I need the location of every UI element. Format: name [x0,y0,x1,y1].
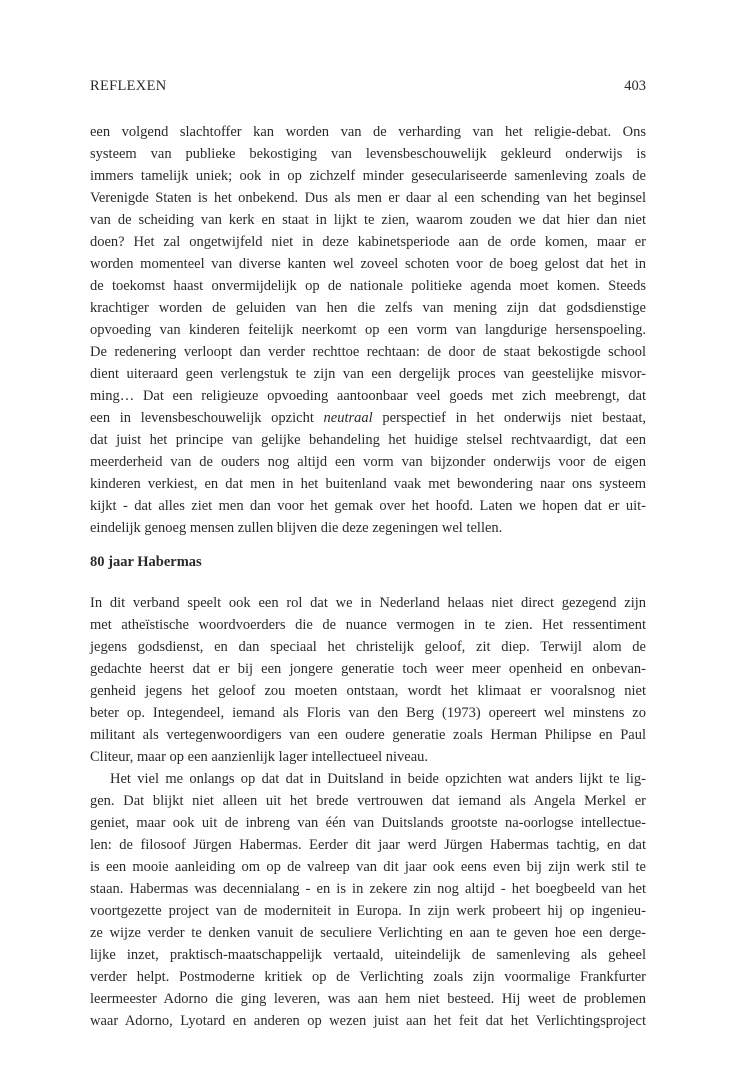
text-line: genheid jegens het geloof zou moeten ontstaan, wordt het klimaat er vooralsnog niet [90,683,646,699]
text-line: krachtiger worden de geluiden van hen die zelfs van mening zijn dat godsdienstige [90,300,646,316]
running-head: REFLEXEN [90,78,167,94]
text-line: In dit verband speelt ook een rol dat we in Nederland helaas niet direct gezegend zijn [90,595,646,611]
page-header [90,78,646,98]
text-line: dient uiteraard geen verlengstuk te zijn van een dergelijk proces van geestelijke misvor- [90,366,646,382]
text-line: met atheïstische woordvoerders die de nuance vermogen in te zien. Het ressentiment [90,617,646,633]
text-line: len: de filosoof Jürgen Habermas. Eerder dit jaar werd Jürgen Habermas tachtig, en dat [90,837,646,853]
text-line: ze wijze verder te denken vanuit de seculiere Verlichting en aan te geven hoe een derge- [90,925,646,941]
text-line: Cliteur, maar op een aanzienlijk lager intellectueel niveau. [90,749,429,765]
paragraph-religion-debate [90,121,646,539]
text-line: gen. Dat blijkt niet alleen uit het brede vertrouwen dat iemand als Angela Merkel er [90,793,646,809]
text-line: De redenering verloopt dan verder rechttoe rechtaan: de door de staat bekostigde school [90,344,646,360]
text-line: immers tamelijk uniek; ook in op zichzelf minder geseculariseerde samenleving zoals de [90,168,646,184]
text-line: opvoeding van kinderen feitelijk neerkomt op een vorm van langdurige hersenspoeling. [90,322,646,338]
text-line: verder helpt. Postmoderne kritiek op de Verlichting zoals zijn voormalige Frankfurter [90,969,646,985]
page-number: 403 [624,78,646,94]
text-line: van de scheiding van kerk en staat in lijkt te zien, waarom zouden we dat hier dan niet [90,212,646,228]
text-segment: een in levensbeschouwelijk opzicht [90,410,324,426]
text-line-with-emphasis [90,407,646,429]
text-line: kijkt - dat alles ziet men dan voor het gemak over het hoofd. Laten we hopen dat er uit- [90,498,646,514]
text-line: meerderheid van de ouders nog altijd een vorm van bijzonder onderwijs voor de eigen [90,454,646,470]
paragraph-habermas [90,768,646,1032]
text-line: militant als vertegenwoordigers van een oudere generatie zoals Herman Philipse en Paul [90,727,646,743]
text-line: is een mooie aanleiding om op de valreep van dit jaar ook eens even bij zijn werk stil te [90,859,646,875]
text-line: dat juist het principe van gelijke behandeling het huidige stelsel rechtvaardigt, dat een [90,432,646,448]
text-line: Het viel me onlangs op dat dat in Duitsland in beide opzichten wat anders lijkt te lig- [110,771,646,787]
text-line: de toekomst haast onvermijdelijk op de nationale politieke agenda moet komen. Steeds [90,278,646,294]
text-line: lijke inzet, praktisch-maatschappelijk vertaald, uiteindelijk de samenleving als geheel [90,947,646,963]
text-line: jegens godsdienst, en dan speciaal het christelijk geloof, zit diep. Terwijl alom de [90,639,646,655]
section-body [90,592,646,1032]
text-line: eindelijk genoeg mensen zullen blijven die deze zegeningen wel tellen. [90,520,503,536]
emphasis-neutraal: neutraal [323,410,373,426]
text-line: systeem van publieke bekostiging van levensbeschouwelijk gekleurd onderwijs is [90,146,646,162]
text-line: Verenigde Staten is het onbekend. Dus als men er daar al een schending van het beginsel [90,190,646,206]
paragraph-atheist-spokespeople [90,592,646,768]
text-line: een volgend slachtoffer kan worden van de verharding van het religie-debat. Ons [90,124,646,140]
text-line: leermeester Adorno die ging leveren, was aan hem niet besteed. Hij weet de problemen [90,991,646,1007]
text-segment: perspectief in het onderwijs niet bestaat, [372,410,646,426]
text-line: kinderen verkiest, en dat men in het buitenland vaak met bewondering naar ons systeem [90,476,646,492]
section-heading: 80 jaar Habermas [90,554,202,570]
text-line: ming… Dat een religieuze opvoeding aantoonbaar veel goeds met zich meebrengt, dat [90,388,646,404]
text-line: staan. Habermas was decennialang - en is in zekere zin nog altijd - het boegbeeld van het [90,881,646,897]
text-line: waar Adorno, Lyotard en anderen op wezen juist aan het feit dat het Verlichtingsproject [90,1013,646,1029]
text-line: gedachte heerst dat er bij een jongere generatie toch weer meer openheid en onbevan- [90,661,646,677]
text-line: voortgezette project van de moderniteit in Europa. In zijn werk probeert hij op ingenieu- [90,903,646,919]
text-line: worden momenteel van diverse kanten wel zoveel schoten voor de boeg gelost dat het in [90,256,646,272]
text-line: doen? Het zal ongetwijfeld niet in deze kabinetsperiode aan de orde komen, maar er [90,234,646,250]
text-line: geniet, maar ook uit de inbreng van één van Duitslands grootste na-oorlogse intellectue- [90,815,646,831]
text-line: beter op. Integendeel, iemand als Floris van den Berg (1973) opereert wel minstens zo [90,705,646,721]
